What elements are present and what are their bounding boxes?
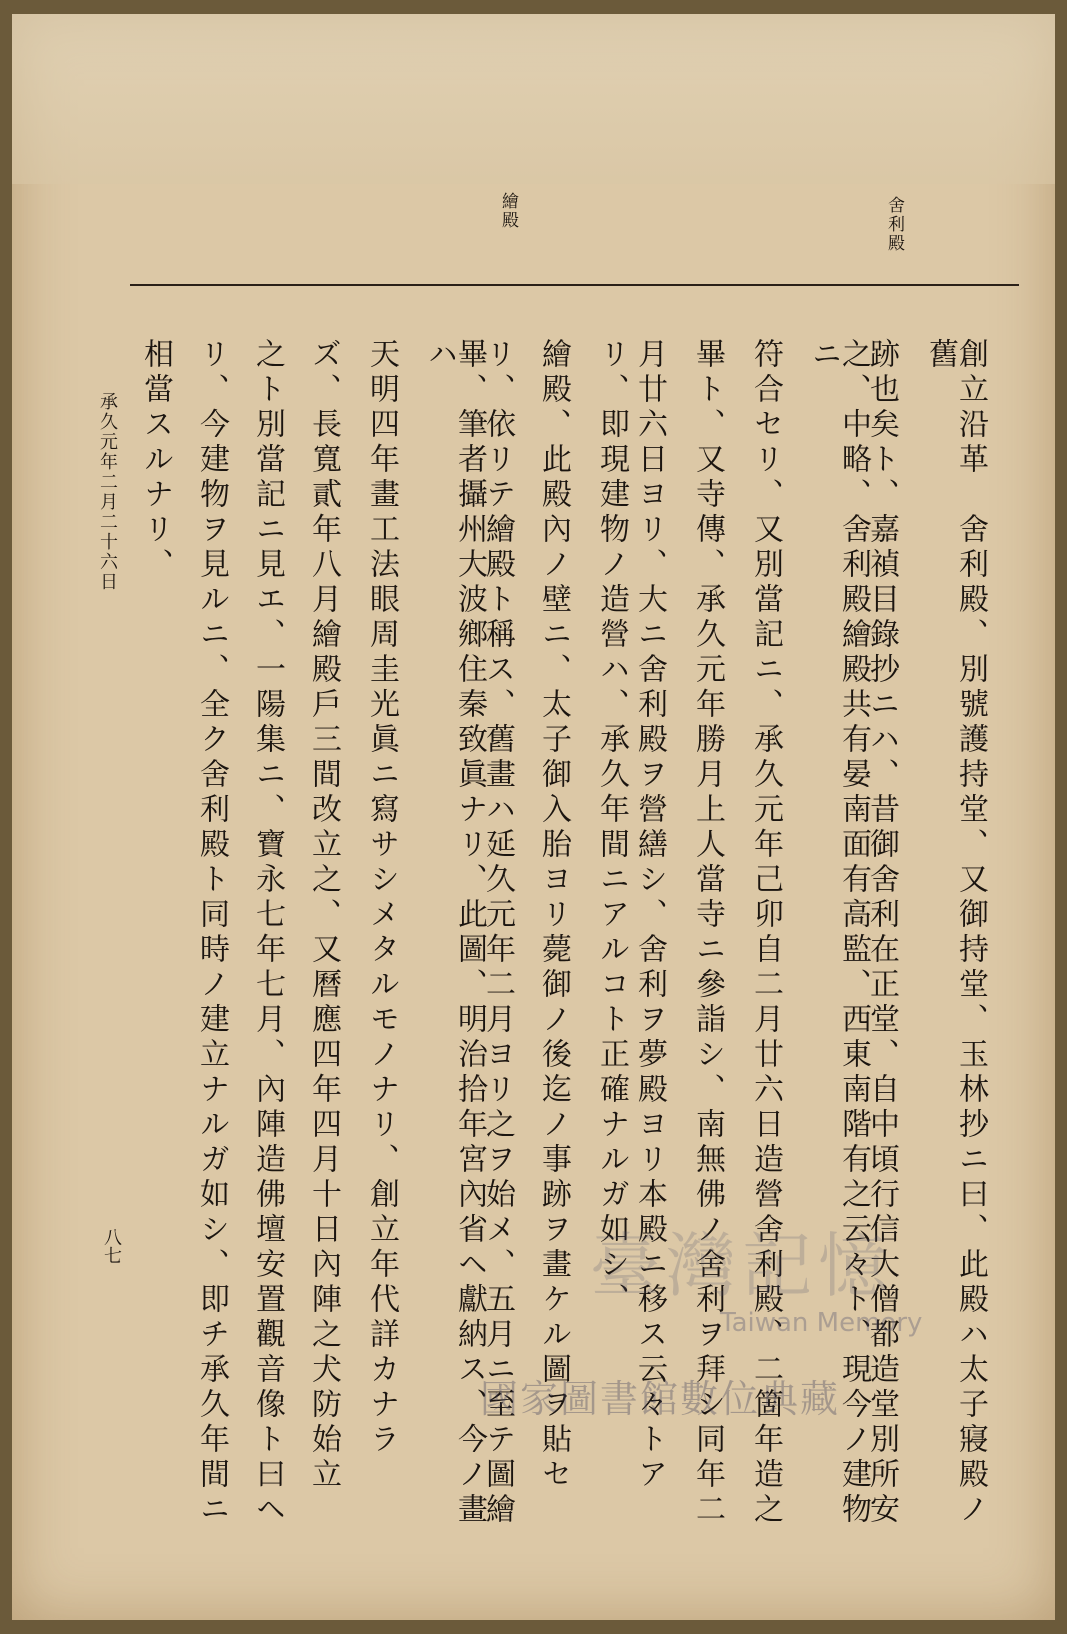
body-line-6: 月廿六日ヨリ、大ニ舍利殿ヲ營繕シ、舍利ヲ夢殿ヨリ本殿ニ移ス云々トア (632, 338, 667, 1493)
body-line-12: ズ、長寬貳年八月繪殿戶三間改立之、又曆應四年四月十日內陣之犬防始立 (306, 338, 341, 1493)
body-line-5: 畢ト、又寺傳、承久元年勝月上人當寺ニ參詣シ、南無佛ノ舍利ヲ拜シ同年二 (690, 338, 725, 1528)
page-number: 八七 (101, 1228, 122, 1264)
body-line-1: 創立沿革 舍利殿、別號護持堂、又御持堂、玉林抄ニ曰、此殿ハ太子寢殿ノ舊 (923, 338, 988, 1528)
body-line-13: 之ト別當記ニ見エ、一陽集ニ、寶永七年七月、內陣造佛壇安置觀音像ト曰ヘ (250, 338, 285, 1528)
body-line-8: 繪殿、此殿內ノ壁ニ、太子御入胎ヨリ薨御ノ後迄ノ事跡ヲ畫ケル圖ヲ貼セ (536, 338, 571, 1493)
watermark-english: Taiwan Memory (720, 1308, 923, 1338)
body-line-15: 相當スルナリ、 (138, 338, 173, 583)
watermark-library: 國家圖書館數位典藏 (480, 1377, 841, 1421)
caption-left: 繪殿 (498, 192, 518, 230)
divider-rule (130, 284, 1019, 286)
watermark-logo: 臺灣記憶 (590, 1225, 894, 1307)
body-line-7: リ、即現建物ノ造營ハ、承久年間ニアルコト正確ナルガ如シ、 (594, 338, 629, 1318)
body-line-3: 之、中略、舍利殿繪殿共有晏南面有高監、西東南階有之云々ト、現今ノ建物ニ (806, 338, 871, 1528)
body-line-4: 符合セリ、又別當記ニ、承久元年己卯自二月廿六日造營舍利殿、二箇年造之 (748, 338, 783, 1528)
body-line-9: リ、依リテ繪殿ト稱ス、舊畫ハ延久元年二月ヨリ之ヲ始メ、五月ニ至テ圖繪 (480, 338, 515, 1528)
body-line-14: リ、今建物ヲ見ルニ、全ク舍利殿ト同時ノ建立ナルガ如シ、即チ承久年間ニ (194, 338, 229, 1528)
body-line-10: 畢、筆者攝州大波鄉住秦致眞ナリ、此圖、明治拾年宮內省ヘ獻納ス、今ノ畫ハ (422, 338, 487, 1528)
caption-right: 舍利殿 (884, 196, 904, 253)
body-line-2: 跡也矣ト、嘉禎目錄抄ニハ、昔御舍利在正堂、自中頃行信大僧都造堂別所安 (864, 338, 899, 1528)
date-caption: 承久元年二月二十六日 (97, 392, 118, 592)
body-line-11: 天明四年畫工法眼周圭光眞ニ寫サシメタルモノナリ、創立年代詳カナラ (364, 338, 399, 1458)
